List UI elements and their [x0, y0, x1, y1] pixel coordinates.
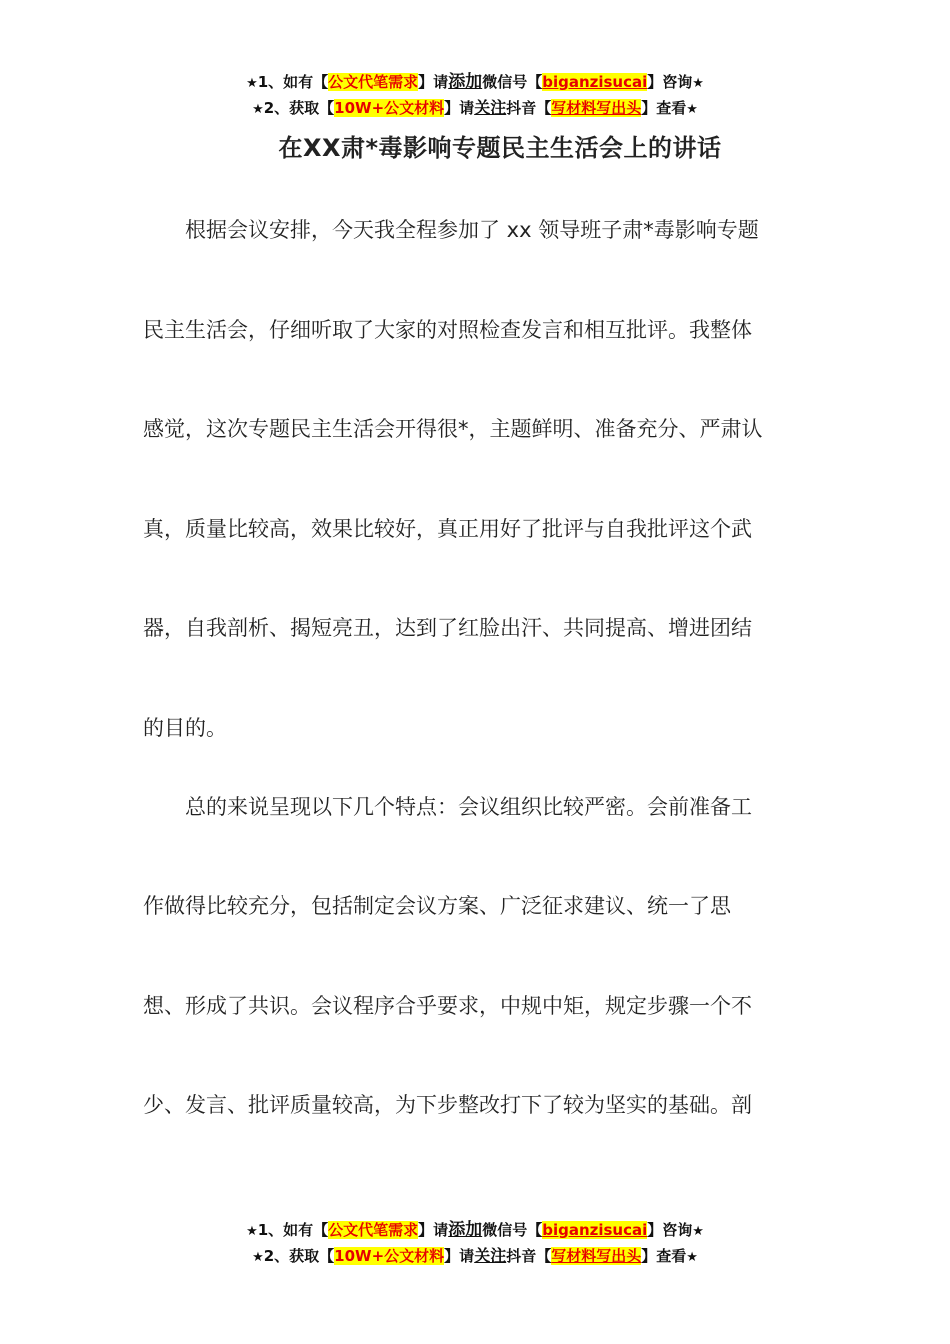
body-line: 根据会议安排，今天我全程参加了 xx 领导班子肃*毒影响专题: [143, 218, 759, 242]
banner-text: 微信号【: [482, 73, 543, 91]
banner-text: 2、获取【: [263, 1247, 335, 1265]
emphasis-follow: 关注: [474, 98, 507, 117]
body-line: 少、发言、批评质量较高，为下步整改打下了较为坚实的基础。剖: [143, 1093, 752, 1117]
header-banner: [0, 70, 950, 122]
highlight-service: 公文代笔需求: [328, 1221, 419, 1239]
star-icon: ★: [692, 76, 704, 91]
body-line: 民主生活会，仔细听取了大家的对照检查发言和相互批评。我整体: [143, 318, 752, 342]
footer-banner: [0, 1218, 950, 1270]
wechat-id: biganzisucai: [542, 1221, 648, 1239]
banner-text: 】咨询: [647, 73, 693, 91]
banner-text: 】请: [418, 1221, 449, 1239]
star-icon: ★: [246, 1224, 258, 1239]
douyin-account: 写材料写出头: [551, 99, 642, 117]
banner-text: 抖音【: [506, 99, 552, 117]
emphasis-add: 添加: [448, 1220, 483, 1240]
body-line: 想、形成了共识。会议程序合乎要求，中规中矩，规定步骤一个不: [143, 994, 752, 1018]
banner-text: 】请: [444, 1247, 475, 1265]
star-icon: ★: [252, 102, 264, 117]
banner-text: 】请: [444, 99, 475, 117]
highlight-materials: 10W+公文材料: [334, 1247, 445, 1265]
emphasis-add: 添加: [448, 72, 483, 92]
body-line: 作做得比较充分，包括制定会议方案、广泛征求建议、统一了思: [143, 894, 731, 918]
body-line: 真，质量比较高，效果比较好，真正用好了批评与自我批评这个武: [143, 517, 752, 541]
douyin-account: 写材料写出头: [551, 1247, 642, 1265]
banner-text: 抖音【: [506, 1247, 552, 1265]
body-line: 总的来说呈现以下几个特点：会议组织比较严密。会前准备工: [143, 795, 752, 819]
banner-text: 1、如有【: [257, 73, 329, 91]
highlight-materials: 10W+公文材料: [334, 99, 445, 117]
body-line: 器，自我剖析、揭短亮丑，达到了红脸出汗、共同提高、增进团结: [143, 616, 752, 640]
banner-text: 2、获取【: [263, 99, 335, 117]
banner-text: 1、如有【: [257, 1221, 329, 1239]
wechat-id: biganzisucai: [542, 73, 648, 91]
banner-text: 】查看: [641, 1247, 687, 1265]
banner-line-2: [0, 96, 950, 122]
banner-text: 】请: [418, 73, 449, 91]
banner-line-2: [0, 1244, 950, 1270]
emphasis-follow: 关注: [474, 1246, 507, 1265]
highlight-service: 公文代笔需求: [328, 73, 419, 91]
star-icon: ★: [246, 76, 258, 91]
banner-line-1: [0, 1218, 950, 1244]
banner-text: 】查看: [641, 99, 687, 117]
star-icon: ★: [692, 1224, 704, 1239]
banner-line-1: [0, 70, 950, 96]
banner-text: 】咨询: [647, 1221, 693, 1239]
body-line: 的目的。: [143, 716, 227, 740]
body-line: 感觉，这次专题民主生活会开得很*，主题鲜明、准备充分、严肃认: [143, 417, 763, 441]
star-icon: ★: [252, 1250, 264, 1265]
document-title: 在XX肃*毒影响专题民主生活会上的讲话: [278, 134, 722, 162]
star-icon: ★: [686, 102, 698, 117]
star-icon: ★: [686, 1250, 698, 1265]
banner-text: 微信号【: [482, 1221, 543, 1239]
